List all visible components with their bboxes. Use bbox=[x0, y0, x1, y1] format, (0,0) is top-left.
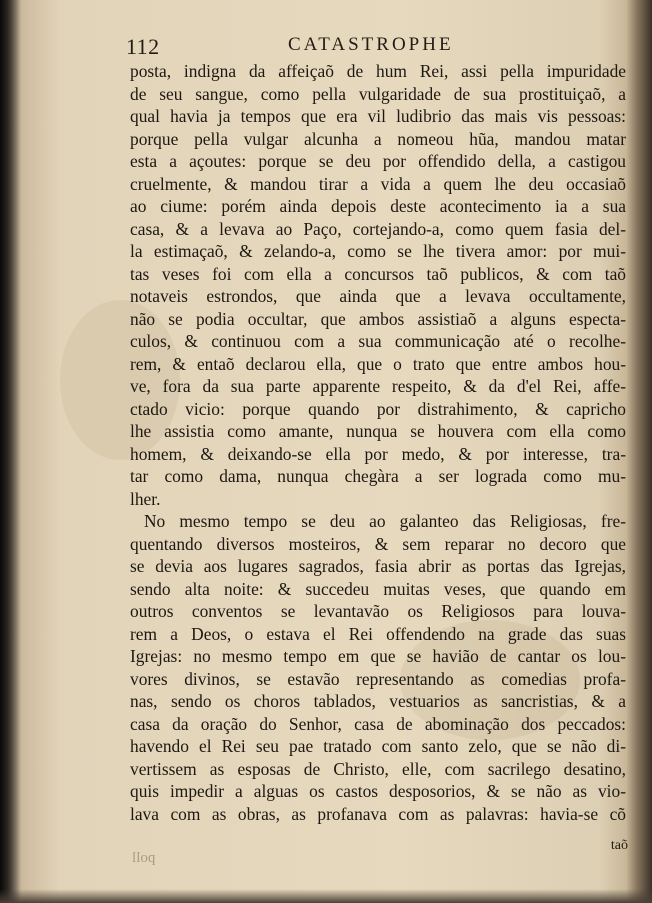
text-line: de seu sangue, como pella vulgaridade de sua prostituiçaõ, a bbox=[130, 83, 626, 104]
text-line: não se podia occultar, que ambos assistiaõ a alguns especta- bbox=[130, 308, 626, 329]
text-line: vertissem as esposas de Christo, elle, com sacrilego desatino, bbox=[130, 758, 626, 779]
page-bottom-edge bbox=[0, 889, 652, 903]
text-line: homem, & deixando-se ella por medo, & por interesse, tra- bbox=[130, 443, 626, 464]
text-line: posta, indigna da affeiçaõ de hum Rei, assi pella impuridade bbox=[130, 61, 626, 81]
text-line: tar como dama, nunqua chegàra a ser lograda como mu- bbox=[130, 466, 626, 486]
text-line: nas, sendo os choros tablados, vestuarios as sancristias, & a bbox=[130, 691, 626, 711]
text-line: rem a Deos, o estava el Rei offendendo na grade das suas bbox=[130, 623, 626, 644]
text-line: ve, fora da sua parte apparente respeito, & da d'el Rei, affe- bbox=[130, 376, 626, 396]
text-line: havendo el Rei seu pae tratado com santo zelo, que se não di- bbox=[130, 736, 626, 756]
text-line: sendo alta noite: & succedeu muitas veses, que quando em bbox=[130, 578, 626, 599]
text-line: la estimaçaõ, & zelando-a, como se lhe tivera amor: por mui- bbox=[130, 241, 626, 261]
catchword: taõ bbox=[610, 838, 628, 853]
text-line: quis impedir a alguas os castos desposorios, & se não as vio- bbox=[130, 781, 626, 801]
text-line: lher. bbox=[130, 488, 161, 509]
page-header bbox=[126, 34, 626, 62]
text-line: tas veses foi com ella a concursos taõ publicos, & com taõ bbox=[130, 263, 626, 284]
text-line: qual havia ja tempos que era vil ludibrio das mais vis pessoas: bbox=[130, 106, 626, 126]
text-line: outros conventos se levantavão os Religiosos para louva- bbox=[130, 601, 626, 621]
text-line: casa, & a levava ao Paço, cortejando-a, como quem fasia del- bbox=[130, 218, 626, 239]
text-line: culos, & continuou com a sua communicação até o recolhe- bbox=[130, 331, 626, 351]
body-text bbox=[130, 60, 626, 825]
text-line: lhe assistia como amante, nunqua se houvera com ella como bbox=[130, 421, 626, 441]
text-line: casa da oração do Senhor, casa de abominação dos peccados: bbox=[130, 713, 626, 734]
text-line: Igrejas: no mesmo tempo em que se havião de cantar os lou- bbox=[130, 646, 626, 666]
text-line: rem, & entaõ declarou ella, que o trato que entre ambos hou- bbox=[130, 353, 626, 374]
text-line: No mesmo tempo se deu ao galanteo das Religiosas, fre- bbox=[144, 511, 626, 531]
text-line: esta a açoutes: porque se deu por offendido della, a castigou bbox=[130, 151, 626, 171]
text-line: lava com as obras, as profanava com as palavras: havia-se cõ bbox=[130, 803, 626, 824]
text-line: se devia aos lugares sagrados, fasia abrir as portas das Igrejas, bbox=[130, 556, 626, 576]
text-line: porque pella vulgar alcunha a nomeou hũa, mandou matar bbox=[130, 128, 626, 149]
running-title: CATASTROPHE bbox=[288, 34, 454, 55]
bleed-through-text: poll bbox=[132, 850, 156, 866]
text-line: cruelmente, & mandou tirar a vida a quem lhe deu occasiaõ bbox=[130, 173, 626, 194]
page-number: 112 bbox=[126, 34, 160, 59]
text-line: vores divinos, se estavão representando as comedias profa- bbox=[130, 668, 626, 689]
text-line: quentando diversos mosteiros, & sem reparar no decoro que bbox=[130, 533, 626, 554]
text-line: ao ciume: porém ainda depois deste acontecimento ia a sua bbox=[130, 196, 626, 216]
gutter-shadow bbox=[0, 0, 22, 903]
text-line: ctado vicio: porque quando por distrahimento, & capricho bbox=[130, 398, 626, 419]
text-line: notaveis estrondos, que ainda que a levava occultamente, bbox=[130, 286, 626, 306]
